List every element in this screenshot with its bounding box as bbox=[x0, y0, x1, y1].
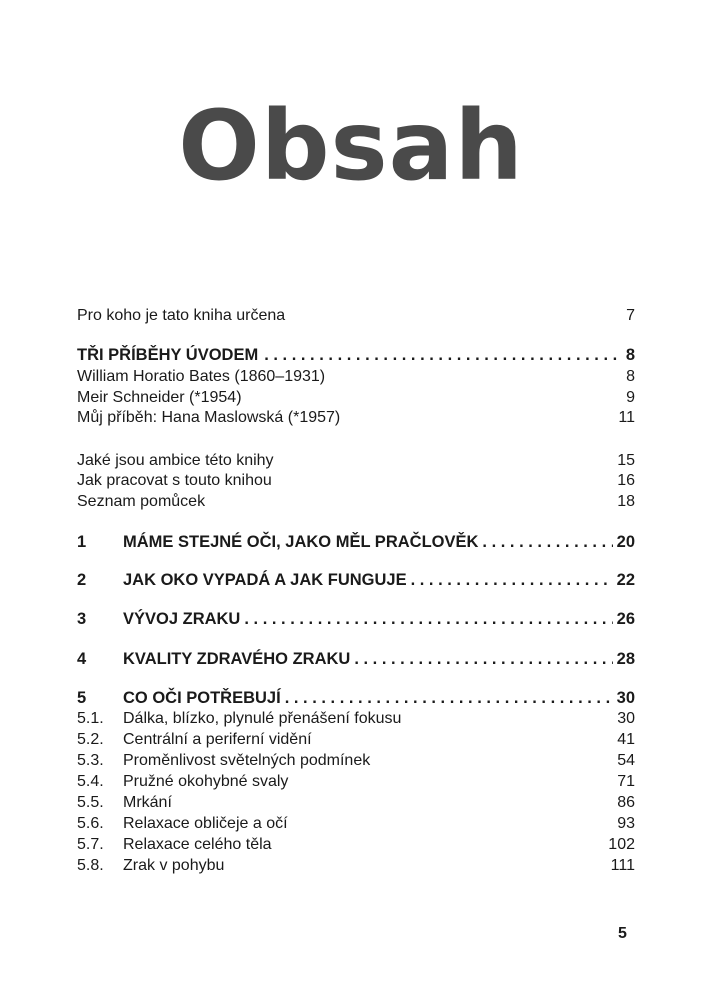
toc-entry-page: 18 bbox=[617, 493, 635, 510]
section-page: 54 bbox=[617, 752, 635, 769]
section-number: 5.4. bbox=[77, 773, 104, 790]
chapter-title: KVALITY ZDRAVÉHO ZRAKU bbox=[123, 650, 351, 668]
toc-section bbox=[77, 793, 635, 813]
toc-entry bbox=[77, 306, 635, 326]
leader-dots bbox=[264, 345, 622, 365]
section-page: 111 bbox=[610, 857, 635, 874]
leader-dots bbox=[482, 532, 612, 552]
section-title: Zrak v pohybu bbox=[123, 857, 225, 874]
toc-entry bbox=[77, 451, 635, 471]
chapter-number: 5 bbox=[77, 689, 87, 707]
toc-section bbox=[77, 730, 635, 750]
toc-chapter bbox=[77, 570, 635, 590]
toc-entry-text: Seznam pomůcek bbox=[77, 493, 206, 510]
section-number: 5.7. bbox=[77, 836, 104, 853]
section-number: 5.8. bbox=[77, 857, 104, 874]
section-title: Relaxace celého těla bbox=[123, 836, 272, 853]
toc-entry-page: 11 bbox=[618, 409, 635, 426]
leader-dots bbox=[244, 609, 612, 629]
toc-chapter bbox=[77, 532, 635, 552]
section-title: Centrální a periferní vidění bbox=[123, 731, 312, 748]
chapter-title: CO OČI POTŘEBUJÍ bbox=[123, 689, 281, 707]
toc-entry-text: Jaké jsou ambice této knihy bbox=[77, 452, 274, 469]
chapter-page: 20 bbox=[616, 533, 635, 551]
chapter-number: 4 bbox=[77, 650, 87, 668]
toc-entry-page: 15 bbox=[617, 452, 635, 469]
section-number: 5.2. bbox=[77, 731, 104, 748]
section-title: Proměnlivost světelných podmínek bbox=[123, 752, 371, 769]
toc-entry-text: William Horatio Bates (1860–1931) bbox=[77, 368, 326, 385]
leader-dots bbox=[354, 649, 612, 669]
toc-entry bbox=[77, 492, 635, 512]
chapter-page: 30 bbox=[616, 689, 635, 707]
page-number: 5 bbox=[618, 925, 627, 942]
toc-entry-page: 9 bbox=[626, 389, 635, 406]
chapter-number: 3 bbox=[77, 610, 87, 628]
toc-section bbox=[77, 751, 635, 771]
toc-section bbox=[77, 814, 635, 834]
toc-chapter bbox=[77, 688, 635, 708]
toc-chapter bbox=[77, 609, 635, 629]
toc-entry-page: 8 bbox=[626, 368, 635, 385]
section-page: 93 bbox=[617, 815, 635, 832]
toc-entry bbox=[77, 471, 635, 491]
section-title: Pružné okohybné svaly bbox=[123, 773, 289, 790]
toc-entry-page: 8 bbox=[625, 346, 635, 364]
toc-section bbox=[77, 856, 635, 876]
toc-entry bbox=[77, 408, 635, 428]
chapter-page: 26 bbox=[616, 610, 635, 628]
section-title: Dálka, blízko, plynulé přenášení fokusu bbox=[123, 710, 402, 727]
toc-entry-page: 7 bbox=[626, 307, 635, 324]
section-number: 5.1. bbox=[77, 710, 104, 727]
section-number: 5.5. bbox=[77, 794, 104, 811]
toc-entry-page: 16 bbox=[617, 472, 635, 489]
section-number: 5.3. bbox=[77, 752, 104, 769]
section-page: 41 bbox=[617, 731, 635, 748]
section-page: 71 bbox=[617, 773, 635, 790]
toc-entry bbox=[77, 367, 635, 387]
leader-dots bbox=[285, 688, 613, 708]
chapter-number: 1 bbox=[77, 533, 87, 551]
toc-section bbox=[77, 835, 635, 855]
toc-entry bbox=[77, 388, 635, 408]
toc-entry-text: Meir Schneider (*1954) bbox=[77, 389, 242, 406]
toc-section bbox=[77, 709, 635, 729]
section-title: Relaxace obličeje a očí bbox=[123, 815, 288, 832]
toc-part-heading bbox=[77, 345, 635, 365]
section-page: 86 bbox=[617, 794, 635, 811]
chapter-number: 2 bbox=[77, 571, 87, 589]
chapter-title: VÝVOJ ZRAKU bbox=[123, 610, 241, 628]
section-number: 5.6. bbox=[77, 815, 104, 832]
toc-section bbox=[77, 772, 635, 792]
toc-entry-text: Můj příběh: Hana Maslowská (*1957) bbox=[77, 409, 341, 426]
chapter-page: 28 bbox=[616, 650, 635, 668]
section-title: Mrkání bbox=[123, 794, 172, 811]
toc-chapter bbox=[77, 649, 635, 669]
toc-entry-text: Pro koho je tato kniha určena bbox=[77, 307, 286, 324]
toc-entry-text: Jak pracovat s touto knihou bbox=[77, 472, 272, 489]
toc-entry-text: TŘI PŘÍBĚHY ÚVODEM bbox=[77, 346, 259, 364]
section-page: 102 bbox=[608, 836, 635, 853]
chapter-page: 22 bbox=[616, 571, 635, 589]
section-page: 30 bbox=[617, 710, 635, 727]
chapter-title: MÁME STEJNÉ OČI, JAKO MĚL PRAČLOVĚK bbox=[123, 533, 479, 551]
leader-dots bbox=[411, 570, 613, 590]
chapter-title: JAK OKO VYPADÁ A JAK FUNGUJE bbox=[123, 571, 407, 589]
page-title: Obsah bbox=[178, 90, 524, 202]
